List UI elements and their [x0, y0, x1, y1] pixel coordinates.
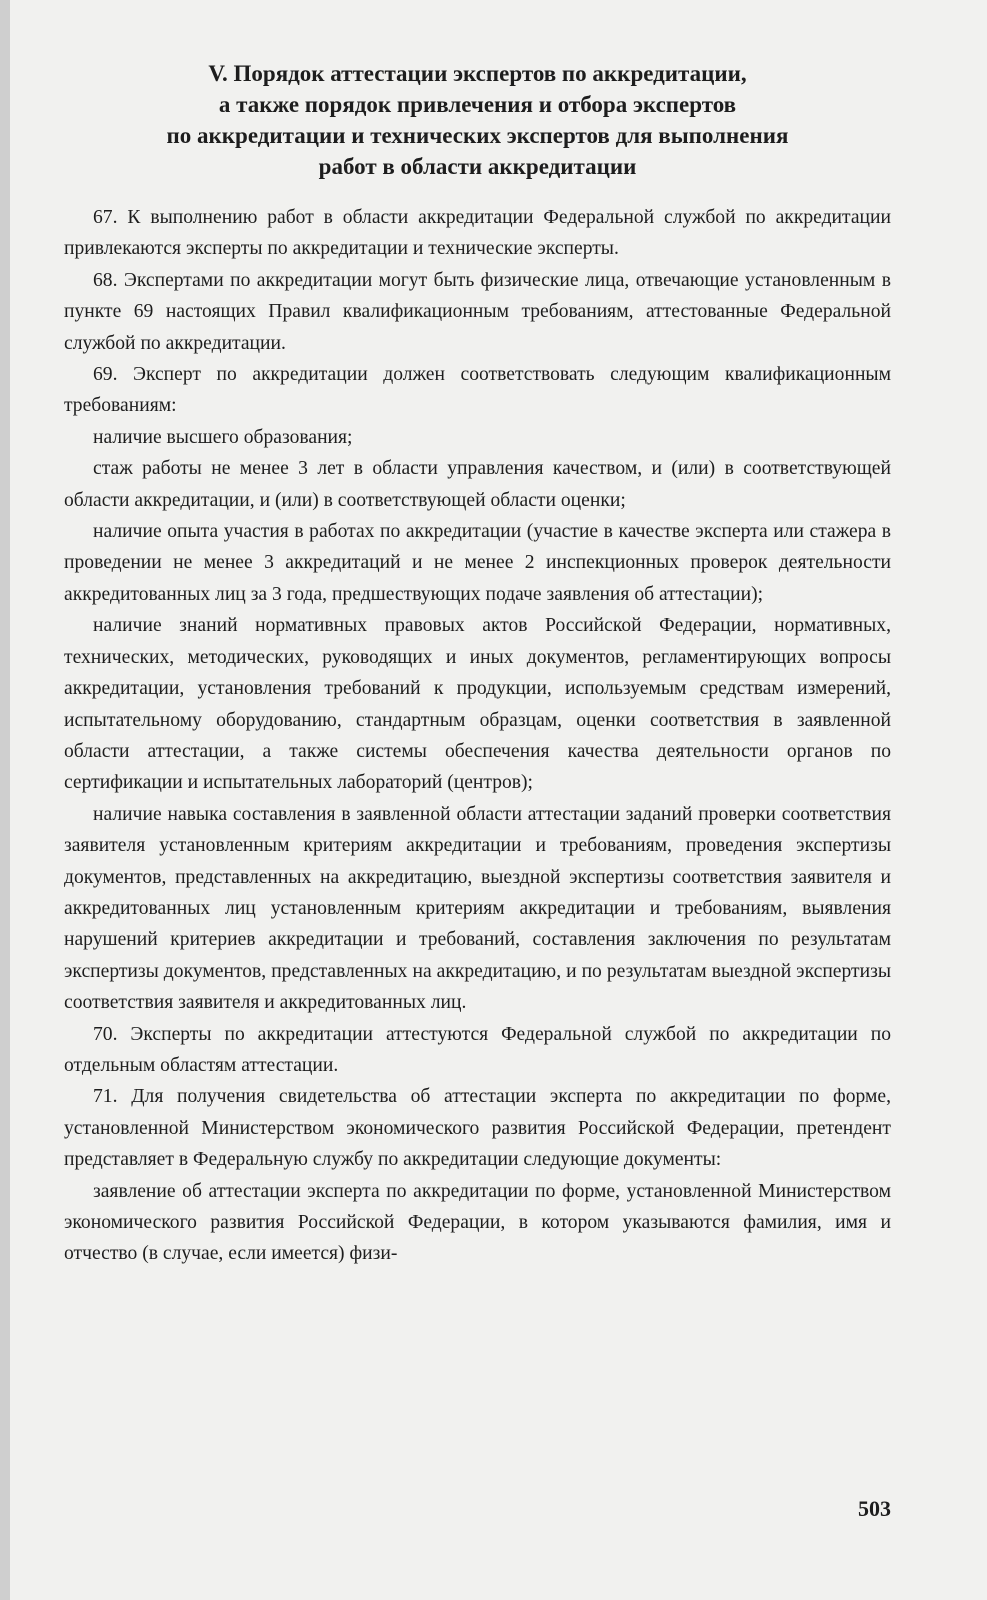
section-title-line: работ в области аккредитации [318, 154, 637, 179]
requirement-experience: стаж работы не менее 3 лет в области управления качеством, и (или) в соответствующей области аккредитации, и (или) в соответствующей области оценки; [64, 458, 891, 511]
requirement-education: наличие высшего образования; [93, 426, 353, 448]
paragraph-67: 67. К выполнению работ в области аккредитации Федеральной службой по аккредитации привлекаются эксперты по аккредитации и технические эксперты. [64, 207, 891, 260]
paragraph-68: 68. Экспертами по аккредитации могут быть физические лица, отвечающие установленным в пункте 69 настоящих Правил квалификационным требованиям, аттестованные Федеральной службой по аккредитации. [64, 269, 891, 354]
page-number: 503 [858, 1496, 891, 1521]
section-title-line: а также порядок привлечения и отбора экспертов [218, 92, 737, 117]
paragraph-71: 71. Для получения свидетельства об аттестации эксперта по аккредитации по форме, установленной Министерством экономического развития Российской Федерации, претендент представляет в Федеральную службу по аккредитации следующие документы: [64, 1086, 891, 1171]
section-title [64, 58, 891, 182]
requirement-skills: наличие навыка составления в заявленной области аттестации заданий проверки соответствия заявителя установленным критериям аккредитации и требованиям, проведения экспертизы документов, представленных на аккредитацию, выездной экспертизы соответствия заявителя и аккредитованных лиц установленным критериям аккредитации и требованиям, выявления нарушений критериев аккредитации и требований, составления заключения по результатам экспертизы документов, представленных на аккредитацию, и по результатам выездной экспертизы соответствия заявителя и аккредитованных лиц. [64, 803, 891, 1014]
paragraph-69: 69. Эксперт по аккредитации должен соответствовать следующим квалификационным требованиям: [64, 364, 891, 417]
document-application: заявление об аттестации эксперта по аккредитации по форме, установленной Министерством экономического развития Российской Федерации, в котором указываются фамилия, имя и отчество (в случае, если имеется) физи- [64, 1180, 891, 1265]
section-title-line: по аккредитации и технических экспертов для выполнения [166, 123, 789, 148]
section-title-line: V. Порядок аттестации экспертов по аккредитации, [208, 61, 747, 86]
paragraph-70: 70. Эксперты по аккредитации аттестуются Федеральной службой по аккредитации по отдельным областям аттестации. [64, 1023, 891, 1076]
body-text [64, 202, 891, 1270]
requirement-accreditation-practice: наличие опыта участия в работах по аккредитации (участие в качестве эксперта или стажера в проведении не менее 3 аккредитаций и не менее 2 инспекционных проверок деятельности аккредитованных лиц за 3 года, предшествующих подаче заявления об аттестации); [64, 521, 891, 605]
requirement-knowledge: наличие знаний нормативных правовых актов Российской Федерации, нормативных, технических, методических, руководящих и иных документов, регламентирующих вопросы аккредитации, установления требований к продукции, используемым средствам измерений, испытательному оборудованию, стандартным образцам, оценки соответствия в заявленной области аттестации, а также системы обеспечения качества деятельности органов по сертификации и испытательных лабораторий (центров); [64, 615, 891, 794]
